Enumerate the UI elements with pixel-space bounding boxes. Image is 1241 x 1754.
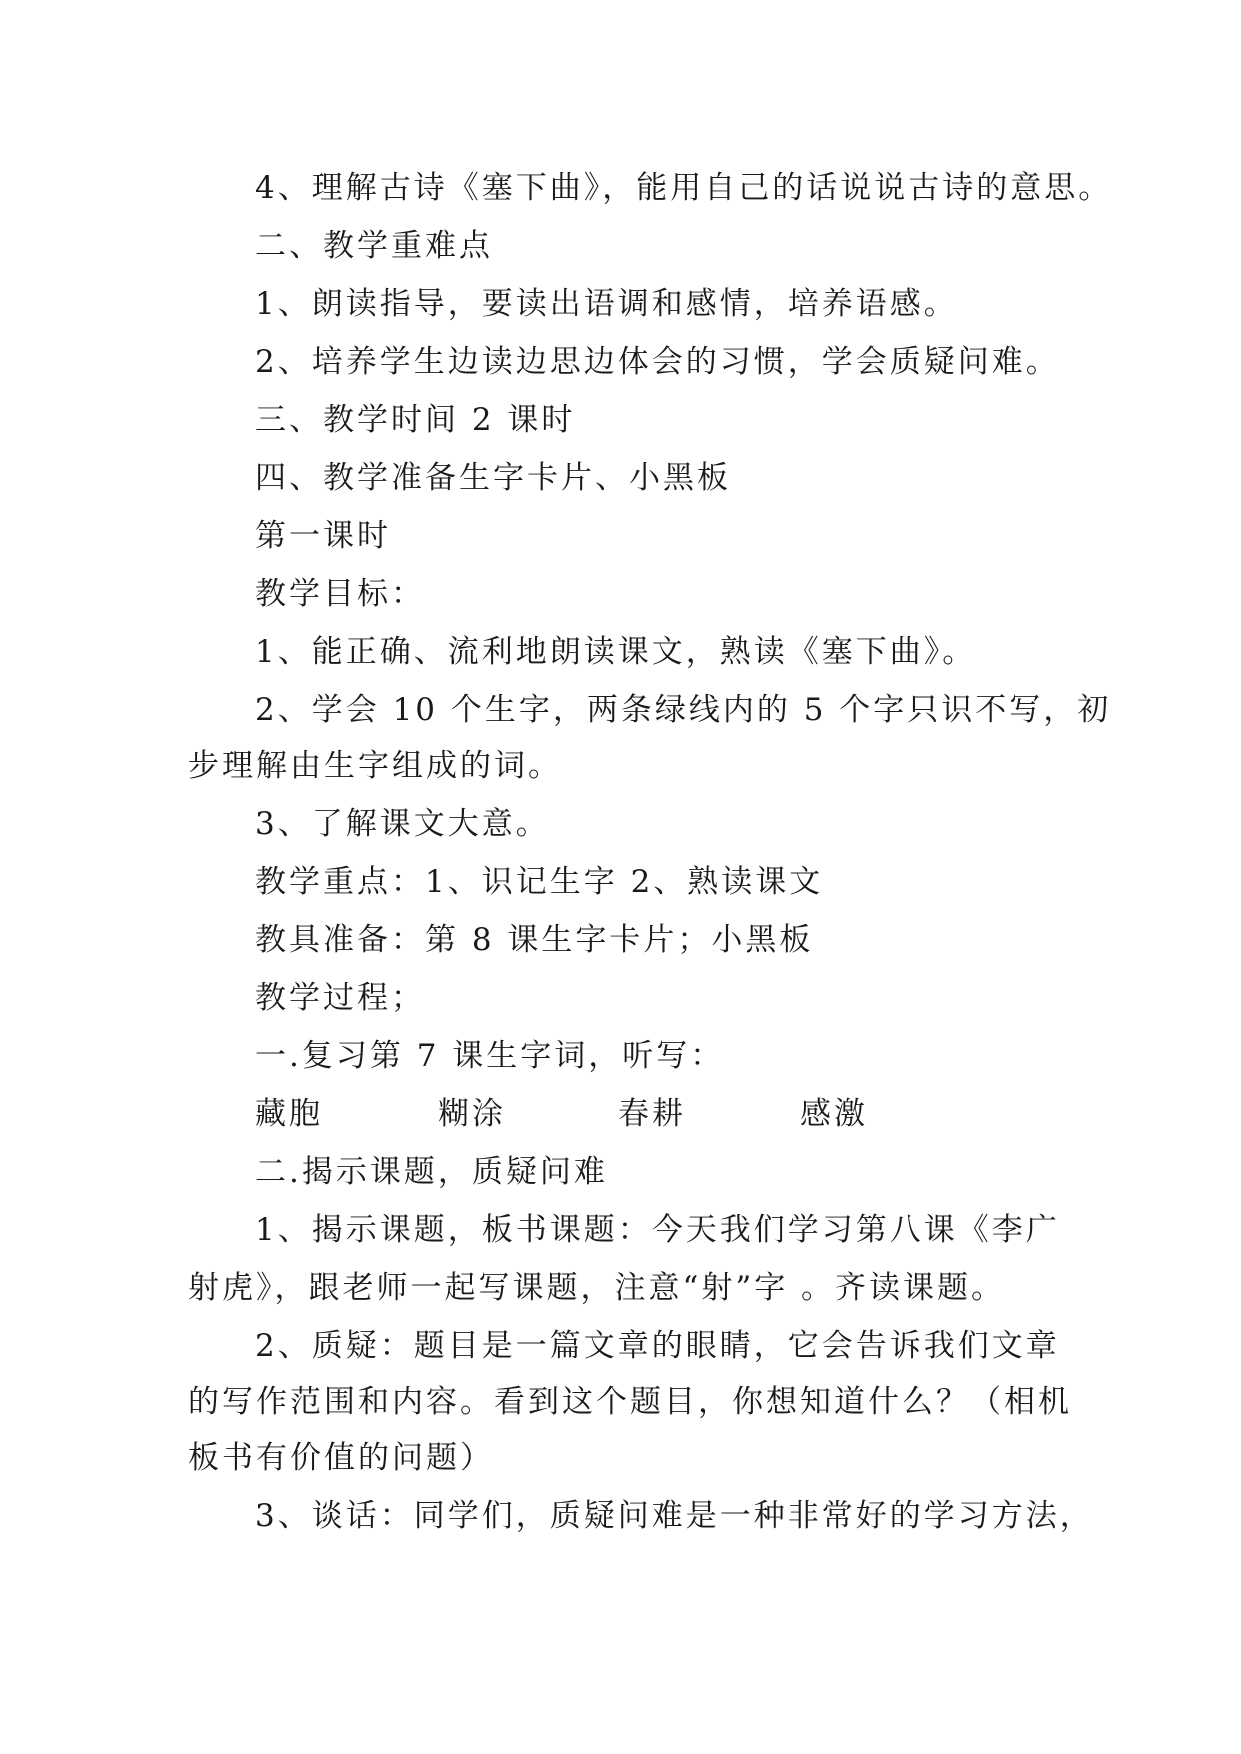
paragraph-line: 1、朗读指导，要读出语调和感情，培养语感。: [255, 286, 958, 322]
section-heading: 四、教学准备生字卡片、小黑板: [255, 460, 731, 496]
vocab-word: 糊涂: [438, 1096, 506, 1132]
paragraph-line: 一.复习第 7 课生字词，听写：: [255, 1038, 725, 1074]
paragraph-line: 教具准备：第 8 课生字卡片；小黑板: [255, 922, 814, 958]
section-heading: 二、教学重难点: [255, 228, 493, 264]
paragraph-line: 二.揭示课题，质疑问难: [255, 1154, 608, 1190]
paragraph-line-continued: 的写作范围和内容。看到这个题目，你想知道什么？（相机: [188, 1384, 1072, 1420]
paragraph-line: 1、揭示课题，板书课题：今天我们学习第八课《李广: [255, 1212, 1060, 1248]
vocab-word: 感激: [800, 1096, 868, 1132]
vocab-list: [255, 1094, 955, 1134]
section-heading: 三、教学时间 2 课时: [255, 402, 576, 438]
paragraph-line: 2、质疑：题目是一篇文章的眼睛，它会告诉我们文章: [255, 1328, 1060, 1364]
paragraph-line: 1、能正确、流利地朗读课文，熟读《塞下曲》。: [255, 634, 977, 670]
paragraph-line: 4、理解古诗《塞下曲》，能用自己的话说说古诗的意思。: [255, 170, 1113, 206]
subheading: 教学过程；: [255, 980, 425, 1016]
subheading: 教学目标：: [255, 576, 425, 612]
paragraph-line-continued: 射虎》，跟老师一起写课题，注意“射”字 。齐读课题。: [188, 1270, 1006, 1306]
paragraph-line-continued: 步理解由生字组成的词。: [188, 748, 562, 784]
paragraph-line-continued: 板书有价值的问题）: [188, 1440, 494, 1476]
paragraph-line: 3、了解课文大意。: [255, 806, 550, 842]
paragraph-line: 2、培养学生边读边思边体会的习惯，学会质疑问难。: [255, 344, 1060, 380]
vocab-word: 藏胞: [255, 1096, 323, 1132]
paragraph-line: 2、学会 10 个生字，两条绿线内的 5 个字只识不写，初: [255, 692, 1112, 728]
lesson-heading: 第一课时: [255, 518, 391, 554]
vocab-word: 春耕: [618, 1096, 686, 1132]
paragraph-line: 3、谈话：同学们，质疑问难是一种非常好的学习方法，: [255, 1498, 1094, 1534]
paragraph-line: 教学重点：1、识记生字 2、熟读课文: [255, 864, 824, 900]
